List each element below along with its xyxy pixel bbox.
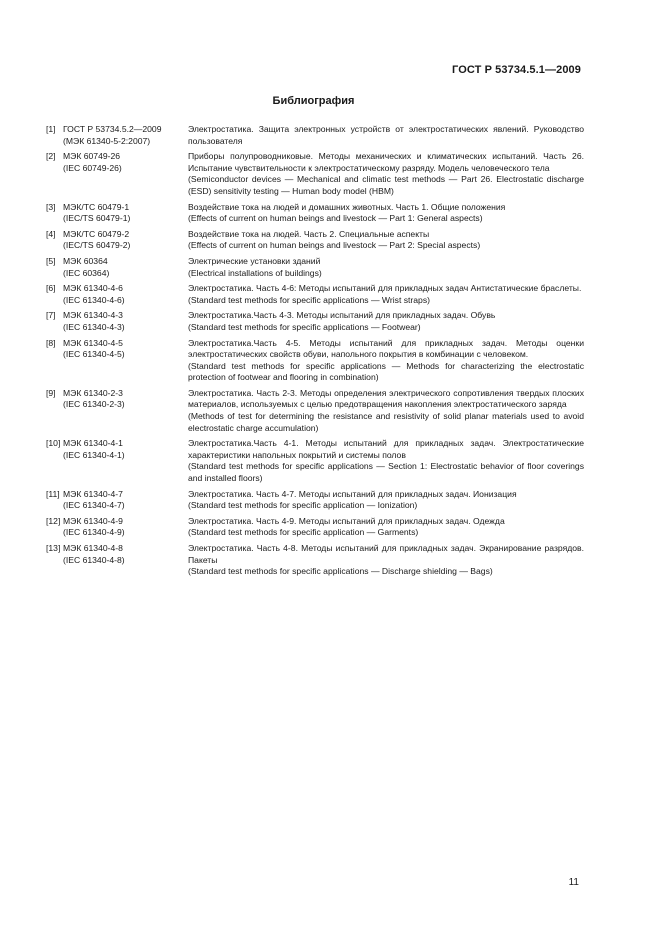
bibliography-entry: [46, 489, 584, 512]
entry-description-line: Приборы полупроводниковые. Методы механических и климатических испытаний. Часть 26. Испытание чувствительности к электростатическому разряду. Модель человеческого тела: [188, 151, 584, 173]
entry-reference: [46, 338, 188, 384]
entry-reference: [46, 543, 188, 578]
entry-reference: [46, 124, 188, 147]
entry-standard-ru: ГОСТ Р 53734.5.2—2009: [63, 124, 162, 134]
entry-description-line: Электростатика. Часть 4-7. Методы испытаний для прикладных задач. Ионизация: [188, 488, 517, 499]
entry-standard-ru: МЭК 60364: [63, 255, 108, 266]
entry-number: [12]: [46, 515, 61, 526]
bibliography-list: [46, 124, 584, 582]
entry-standard-ru: МЭК/ТС 60479-1: [63, 201, 130, 212]
bibliography-entry: [46, 124, 584, 147]
entry-number: [2]: [46, 151, 56, 162]
entry-standard-ru: МЭК 61340-4-3: [63, 310, 123, 321]
entry-description: [188, 229, 584, 252]
entry-standard-ru: МЭК 61340-4-1: [63, 438, 123, 449]
entry-standard-ru: МЭК 61340-2-3: [63, 387, 123, 398]
entry-description-line: (Standard test methods for specific applications — Wrist straps): [188, 294, 430, 305]
entry-description-line: Электростатика.Часть 4-5. Методы испытаний для прикладных задач. Методы оценки электростатических свойств обуви, напольного покрытия в комбинации с человеком.: [188, 337, 584, 360]
bibliography-title: Библиография: [272, 95, 355, 107]
entry-description-line: (Standard test methods for specific applications — Section 1: Electrostatic behavior of floor coverings and installed floors): [188, 461, 584, 484]
entry-description: [188, 310, 584, 333]
entry-number: [9]: [46, 387, 56, 398]
entry-description: [188, 388, 584, 434]
entry-standard-ru: МЭК 61340-4-7: [63, 488, 123, 499]
entry-reference: [46, 229, 188, 252]
entry-description-line: (Semiconductor devices — Mechanical and climatic test methods — Part 26. Electrostatic discharge (ESD) sensitivity testing — Human body model (HBM): [188, 174, 584, 196]
entry-reference: [46, 256, 188, 279]
entry-standard-intl: (IEC/TS 60479-1): [63, 213, 131, 224]
entry-standard-ru: МЭК 61340-4-8: [63, 543, 123, 553]
entry-description: [188, 438, 584, 484]
entry-standard-intl: (IEC 61340-4-6): [63, 294, 125, 305]
entry-reference: [46, 489, 188, 512]
entry-description-line: (Effects of current on human beings and livestock — Part 2: Special aspects): [188, 240, 481, 251]
page-number: 11: [568, 877, 579, 888]
entry-standard-intl: (IEC 61340-4-9): [63, 527, 125, 538]
entry-standard-intl: (IEC 61340-4-1): [63, 449, 125, 460]
entry-description: [188, 151, 584, 197]
entry-number: [13]: [46, 543, 61, 553]
entry-description-line: (Standard test methods for specific applications — Discharge shielding — Bags): [188, 566, 493, 577]
entry-description-line: (Effects of current on human beings and livestock — Part 1: General aspects): [188, 213, 483, 224]
entry-standard-intl: (IEC/TS 60479-2): [63, 240, 131, 251]
entry-description: [188, 489, 584, 512]
bibliography-entry: [46, 388, 584, 434]
bibliography-entry: [46, 310, 584, 333]
entry-standard-intl: (IEC 61340-4-7): [63, 500, 125, 511]
entry-description: [188, 124, 584, 147]
entry-description-line: Электростатика.Часть 4-1. Методы испытаний для прикладных задач. Электростатические характеристики напольных покрытий и системы полов: [188, 438, 584, 460]
entry-number: [7]: [46, 310, 56, 321]
entry-standard-ru: МЭК/ТС 60479-2: [63, 228, 130, 239]
entry-reference: [46, 516, 188, 539]
entry-description-line: Воздействие тока на людей. Часть 2. Специальные аспекты: [188, 228, 430, 239]
entry-description-line: Электростатика.Часть 4-3. Методы испытаний для прикладных задач. Обувь: [188, 310, 496, 321]
bibliography-entry: [46, 283, 584, 306]
bibliography-entry: [46, 543, 584, 578]
entry-reference: [46, 202, 188, 225]
entry-standard-ru: МЭК 61340-4-9: [63, 515, 123, 526]
entry-description-line: Электростатика. Часть 4-8. Методы испытаний для прикладных задач. Экранирование разрядов. Пакеты: [188, 543, 584, 565]
document-code: ГОСТ Р 53734.5.1—2009: [452, 64, 581, 76]
bibliography-entry: [46, 229, 584, 252]
bibliography-entry: [46, 438, 584, 484]
entry-description-line: (Electrical installations of buildings): [188, 267, 322, 278]
entry-standard-intl: (IEC 61340-4-3): [63, 321, 125, 332]
entry-description: [188, 256, 584, 279]
entry-description: [188, 338, 584, 384]
entry-description-line: Воздействие тока на людей и домашних животных. Часть 1. Общие положения: [188, 201, 506, 212]
entry-description-line: Электростатика. Часть 4-6: Методы испытаний для прикладных задач Антистатические браслеты.: [188, 283, 582, 294]
entry-description: [188, 516, 584, 539]
entry-standard-intl: (IEC 61340-2-3): [63, 399, 125, 410]
entry-description-line: (Standard test methods for specific application — Garments): [188, 527, 419, 538]
entry-description: [188, 283, 584, 306]
entry-description-line: Электростатика. Часть 2-3. Методы определения электрического сопротивления твердых плоских материалов, используемых с целью предотвращения накопления электростатического заряда: [188, 387, 584, 410]
entry-number: [1]: [46, 124, 56, 134]
entry-reference: [46, 151, 188, 197]
entry-description-line: (Standard test methods for specific application — Ionization): [188, 500, 418, 511]
entry-standard-intl: (IEC 61340-4-8): [63, 554, 125, 565]
entry-description: [188, 543, 584, 578]
entry-standard-ru: МЭК 61340-4-6: [63, 283, 123, 294]
bibliography-entry: [46, 516, 584, 539]
entry-description-line: (Methods of test for determining the resistance and resistivity of solid planar materials used to avoid electrostatic charge accumulation): [188, 411, 584, 433]
entry-standard-intl: (МЭК 61340-5-2:2007): [63, 135, 151, 146]
entry-reference: [46, 438, 188, 484]
entry-description-line: (Standard test methods for specific applications — Footwear): [188, 321, 421, 332]
entry-number: [10]: [46, 438, 61, 449]
entry-number: [11]: [46, 488, 60, 499]
entry-reference: [46, 310, 188, 333]
entry-description-line: Электрические установки зданий: [188, 255, 321, 266]
entry-number: [4]: [46, 228, 56, 239]
bibliography-entry: [46, 256, 584, 279]
entry-number: [5]: [46, 255, 56, 266]
entry-standard-intl: (IEC 60364): [63, 267, 110, 278]
entry-number: [8]: [46, 337, 56, 348]
entry-standard-intl: (IEC 61340-4-5): [63, 349, 125, 360]
entry-description-line: Электростатика. Защита электронных устройств от электростатических явлений. Руководство пользователя: [188, 124, 584, 146]
entry-description-line: Электростатика. Часть 4-9. Методы испытаний для прикладных задач. Одежда: [188, 515, 505, 526]
entry-number: [6]: [46, 283, 56, 294]
entry-description: [188, 202, 584, 225]
entry-standard-intl: (IEC 60749-26): [63, 162, 122, 173]
entry-description-line: (Standard test methods for specific applications — Methods for characterizing the electrostatic protection of footwear and flooring in combination): [188, 360, 584, 383]
entry-standard-ru: МЭК 61340-4-5: [63, 337, 123, 348]
entry-standard-ru: МЭК 60749-26: [63, 151, 121, 162]
bibliography-entry: [46, 202, 584, 225]
bibliography-entry: [46, 151, 584, 197]
entry-reference: [46, 388, 188, 434]
entry-number: [3]: [46, 201, 56, 212]
entry-reference: [46, 283, 188, 306]
bibliography-entry: [46, 338, 584, 384]
